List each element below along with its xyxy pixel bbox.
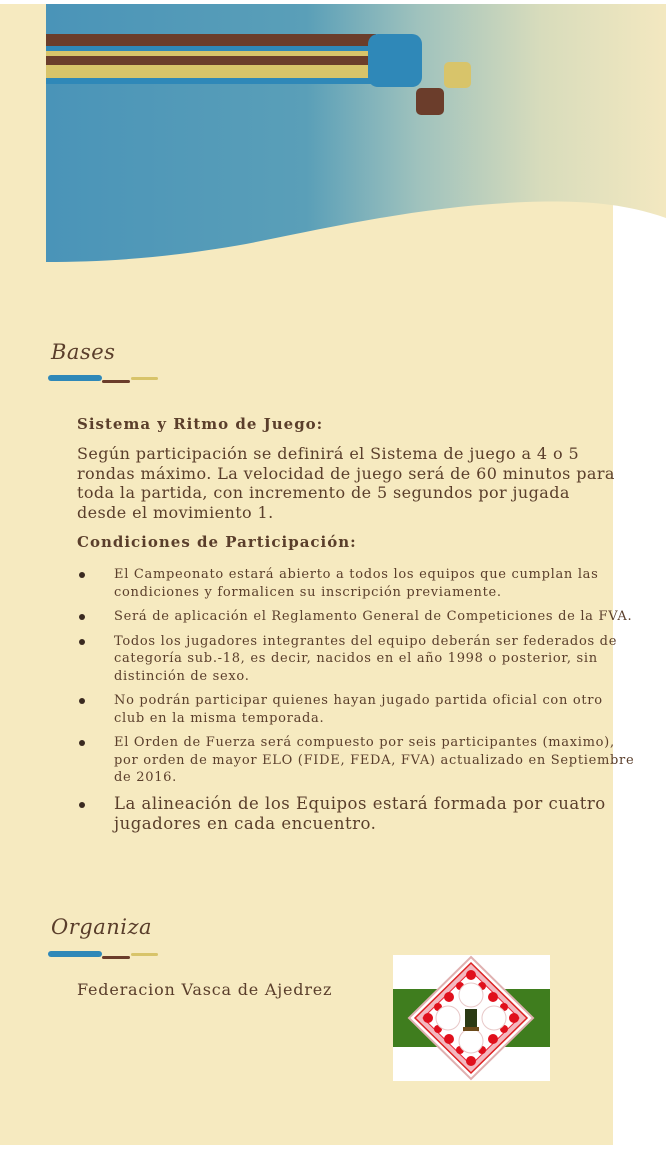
list-item: El Orden de Fuerza será compuesto por seis participantes (maximo), por orden de mayor ELO (FIDE, FEDA, FVA) actualizado en Septiembre de 2016. [77,734,637,787]
section-title-bases: Bases [51,340,116,364]
list-item: No podrán participar quienes hayan jugado partida oficial con otro club en la misma temporada. [77,692,637,727]
organizer-name: Federacion Vasca de Ajedrez [77,980,333,999]
bullet-icon [79,572,85,578]
condiciones-list [77,566,637,841]
header-square-blue [368,34,422,87]
bullet-icon [79,698,85,704]
heading-sistema-ritmo: Sistema y Ritmo de Juego: [77,415,324,433]
bullet-icon [79,639,85,645]
bullet-icon [79,740,85,746]
header-square-yellow [444,62,471,88]
list-item: Será de aplicación el Reglamento General de Competiciones de la FVA. [77,608,637,626]
header-stripes [46,34,376,86]
bullet-icon [79,614,85,620]
list-item: Todos los jugadores integrantes del equipo deberán ser federados de categoría sub.-18, es decir, nacidos en el año 1998 o posterior, sin distinción de sexo. [77,633,637,686]
list-item: La alineación de los Equipos estará formada por cuatro jugadores en cada encuentro. [77,794,637,834]
list-item: El Campeonato estará abierto a todos los equipos que cumplan las condiciones y formalicen su inscripción previamente. [77,566,637,601]
bullet-icon [79,802,85,808]
federation-logo [393,955,550,1081]
title-underline-decoration [48,375,160,383]
section-title-organiza: Organiza [51,915,153,939]
title-underline-decoration [48,951,160,959]
sistema-ritmo-text: Según participación se definirá el Sistema de juego a 4 o 5 rondas máximo. La velocidad de juego será de 60 minutos para toda la partida, con incremento de 5 segundos por jugada desde el movimiento 1. [77,444,615,522]
header-square-brown [416,88,444,115]
heading-condiciones: Condiciones de Participación: [77,533,357,551]
